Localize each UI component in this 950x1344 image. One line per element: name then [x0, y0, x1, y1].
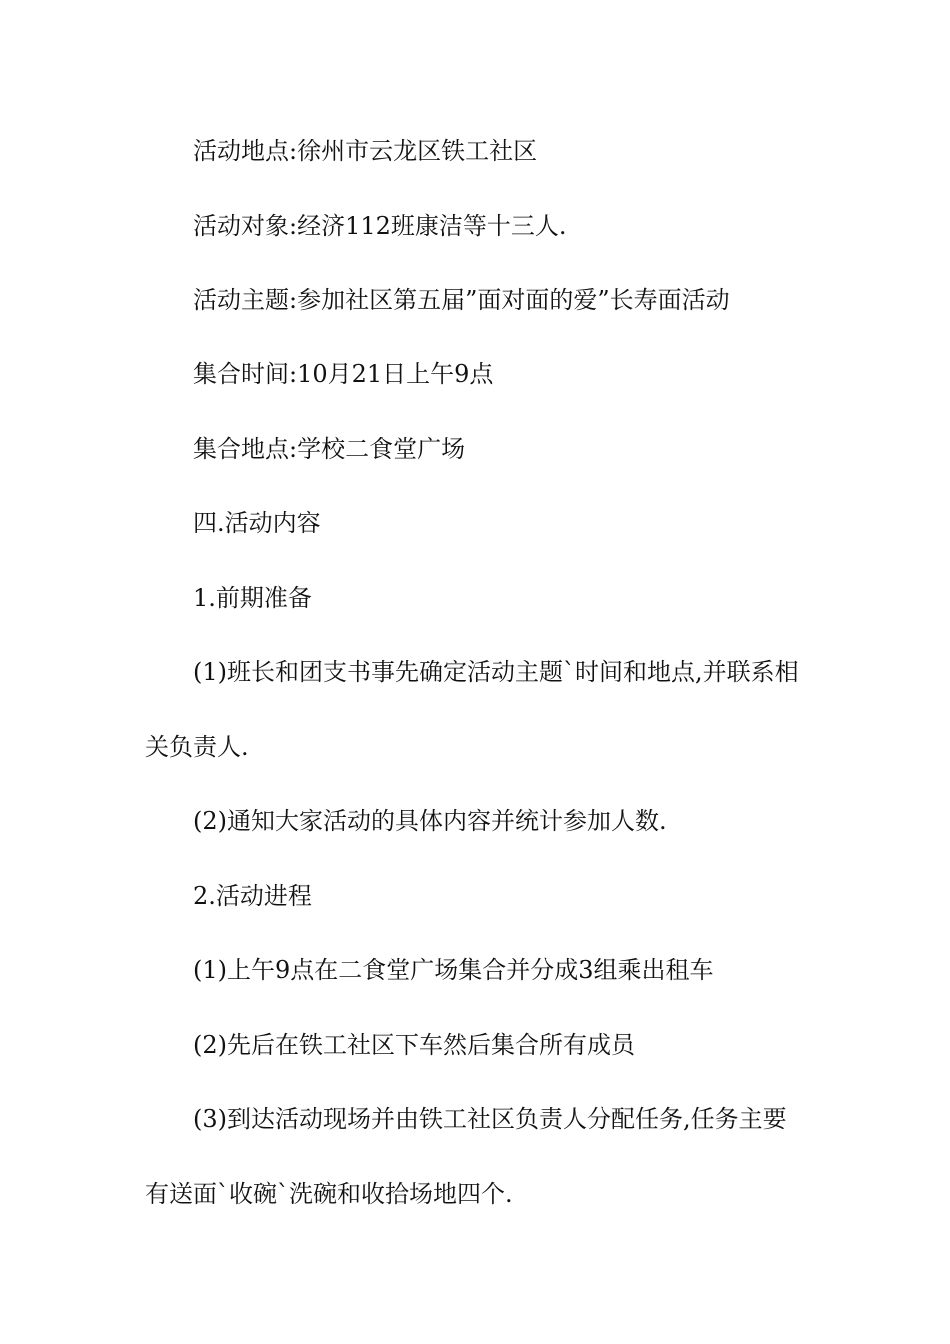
assembly-time-line: 集合时间:10月21日上午9点: [193, 360, 494, 388]
paragraph-line: 关负责人.: [145, 733, 249, 761]
paragraph-line: (2)通知大家活动的具体内容并统计参加人数.: [193, 807, 667, 835]
paragraph-line: (3)到达活动现场并由铁工社区负责人分配任务,任务主要: [193, 1105, 787, 1133]
activity-participants-line: 活动对象:经济112班康洁等十三人.: [193, 212, 567, 240]
subsection-heading-process: 2.活动进程: [193, 882, 312, 910]
assembly-location-line: 集合地点:学校二食堂广场: [193, 435, 466, 463]
paragraph-line: 有送面`收碗`洗碗和收拾场地四个.: [145, 1180, 513, 1208]
paragraph-line: (1)上午9点在二食堂广场集合并分成3组乘出租车: [193, 956, 714, 984]
subsection-heading-preparation: 1.前期准备: [193, 584, 312, 612]
section-heading: 四.活动内容: [193, 509, 321, 537]
paragraph-line: (2)先后在铁工社区下车然后集合所有成员: [193, 1031, 635, 1059]
activity-location-line: 活动地点:徐州市云龙区铁工社区: [193, 137, 538, 165]
paragraph-line: (1)班长和团支书事先确定活动主题`时间和地点,并联系相: [193, 658, 799, 686]
activity-theme-line: 活动主题:参加社区第五届”面对面的爱”长寿面活动: [193, 286, 730, 314]
